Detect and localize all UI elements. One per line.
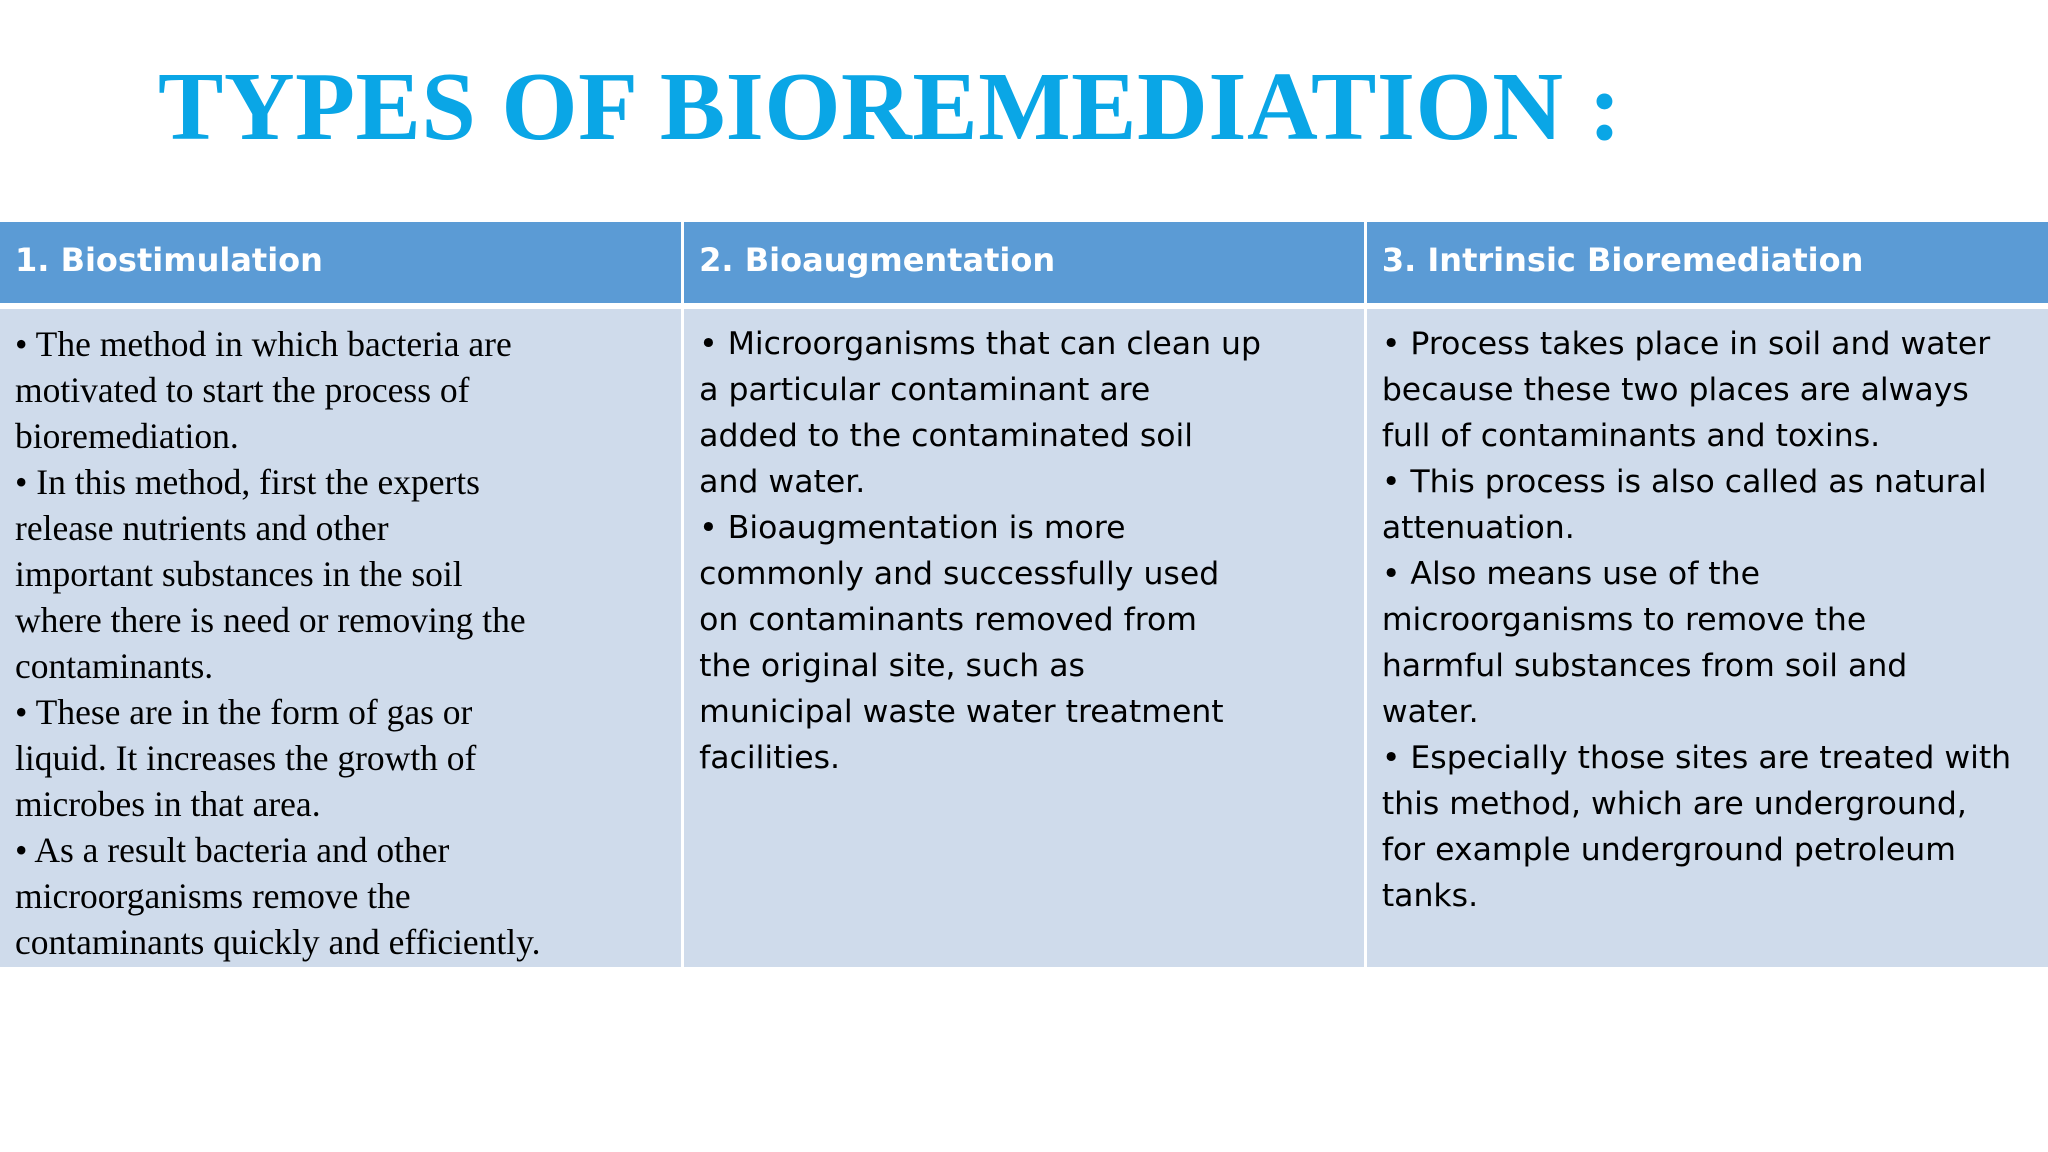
intrinsic-bioremediation-description: • Process takes place in soil and water because these two places are always full of contaminants and toxins. • This process is also called as natural attenuation. • Also means use of the microorganisms to remove the harmful substances from soil and water. • Especially those sites are treated with this method, which are underground, for example underground petroleum tanks. bbox=[1381, 326, 2012, 914]
biostimulation-description: • The method in which bacteria are motivated to start the process of bioremediation. • In this method, first the experts release nutrients and other important substances in the soil where there is need or removing the contaminants. • These are in the form of gas or liquid. It increases the growth of microbes in that area. • As a result bacteria and other microorganisms remove the contaminants quickly and efficiently. bbox=[15, 324, 541, 962]
header-biostimulation: 1. Biostimulation bbox=[0, 222, 683, 306]
bioaugmentation-description: • Microorganisms that can clean up a particular contaminant are added to the contaminated soil and water. • Bioaugmentation is more commonly and successfully used on contaminants removed from the original site, such as municipal waste water treatment facilities. bbox=[699, 326, 1262, 776]
cell-bioaugmentation bbox=[683, 306, 1366, 967]
cell-intrinsic-bioremediation bbox=[1365, 306, 2048, 967]
slide-title: TYPES OF BIOREMEDIATION : bbox=[158, 53, 1622, 161]
table-row bbox=[0, 306, 2048, 967]
cell-biostimulation bbox=[0, 306, 683, 967]
bioremediation-types-table bbox=[0, 222, 2048, 967]
header-intrinsic-bioremediation: 3. Intrinsic Bioremediation bbox=[1365, 222, 2048, 306]
header-bioaugmentation: 2. Bioaugmentation bbox=[683, 222, 1366, 306]
table-header-row bbox=[0, 222, 2048, 306]
